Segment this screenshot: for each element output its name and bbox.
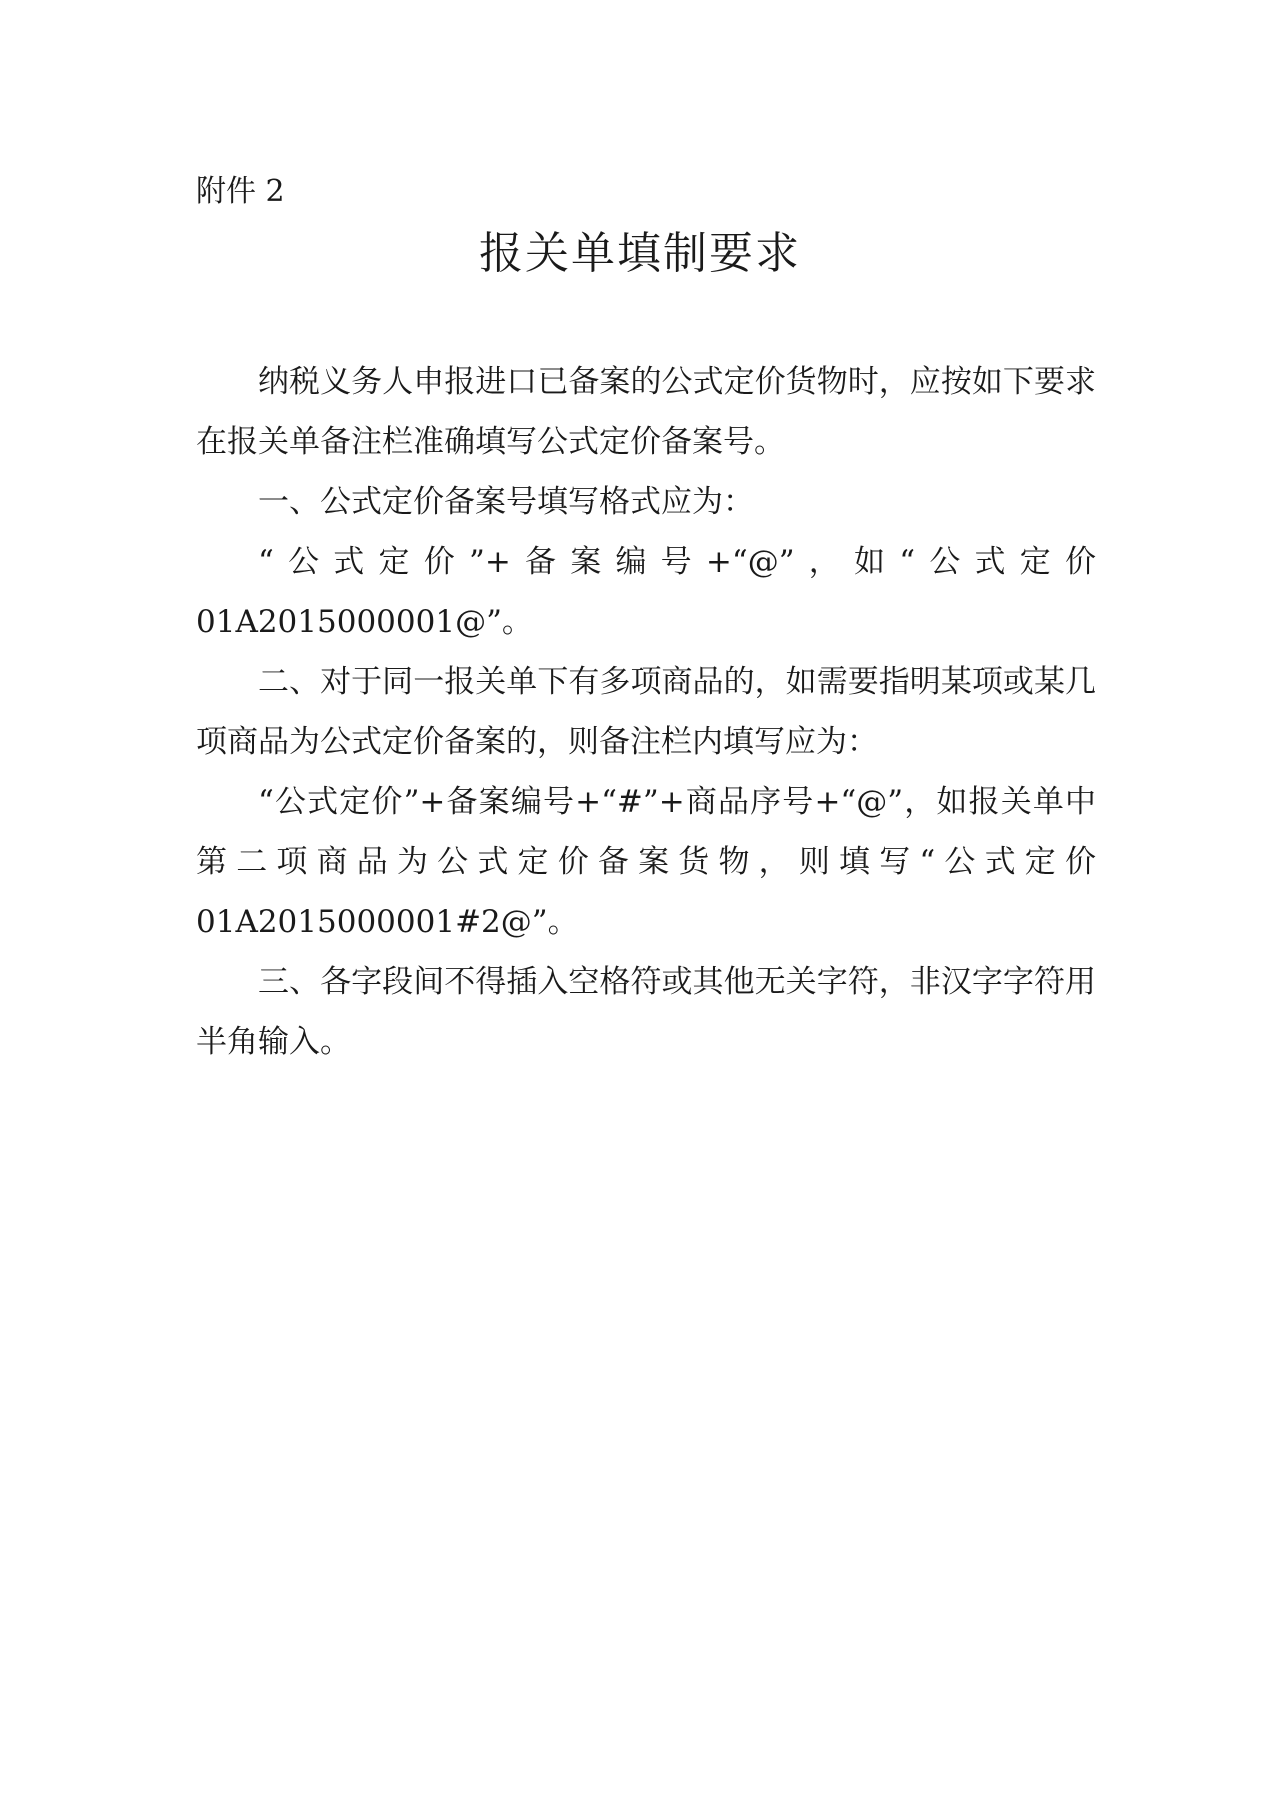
document-body	[196, 352, 1096, 1072]
paragraph-rule-3: 三、各字段间不得插入空格符或其他无关字符，非汉字字符用半角输入。	[196, 964, 1096, 1060]
page-title: 报关单填制要求	[479, 228, 801, 279]
paragraph-intro: 纳税义务人申报进口已备案的公式定价货物时，应按如下要求在报关单备注栏准确填写公式定价备案号。	[196, 364, 1096, 460]
paragraph-rule-2: 二、对于同一报关单下有多项商品的，如需要指明某项或某几项商品为公式定价备案的，则备注栏内填写应为：	[196, 664, 1096, 760]
paragraph-rule-2-format: “公式定价”+备案编号+“#”+商品序号+“@”，如报关单中第二项商品为公式定价备案货物，则填写“公式定价01A2015000001#2@”。	[196, 784, 1096, 940]
paragraph-rule-1: 一、公式定价备案号填写格式应为：	[258, 484, 754, 520]
attachment-label: 附件 2	[196, 174, 285, 209]
paragraph-rule-1-format: “公式定价”+备案编号+“@”，如“公式定价01A2015000001@”。	[196, 544, 1096, 640]
